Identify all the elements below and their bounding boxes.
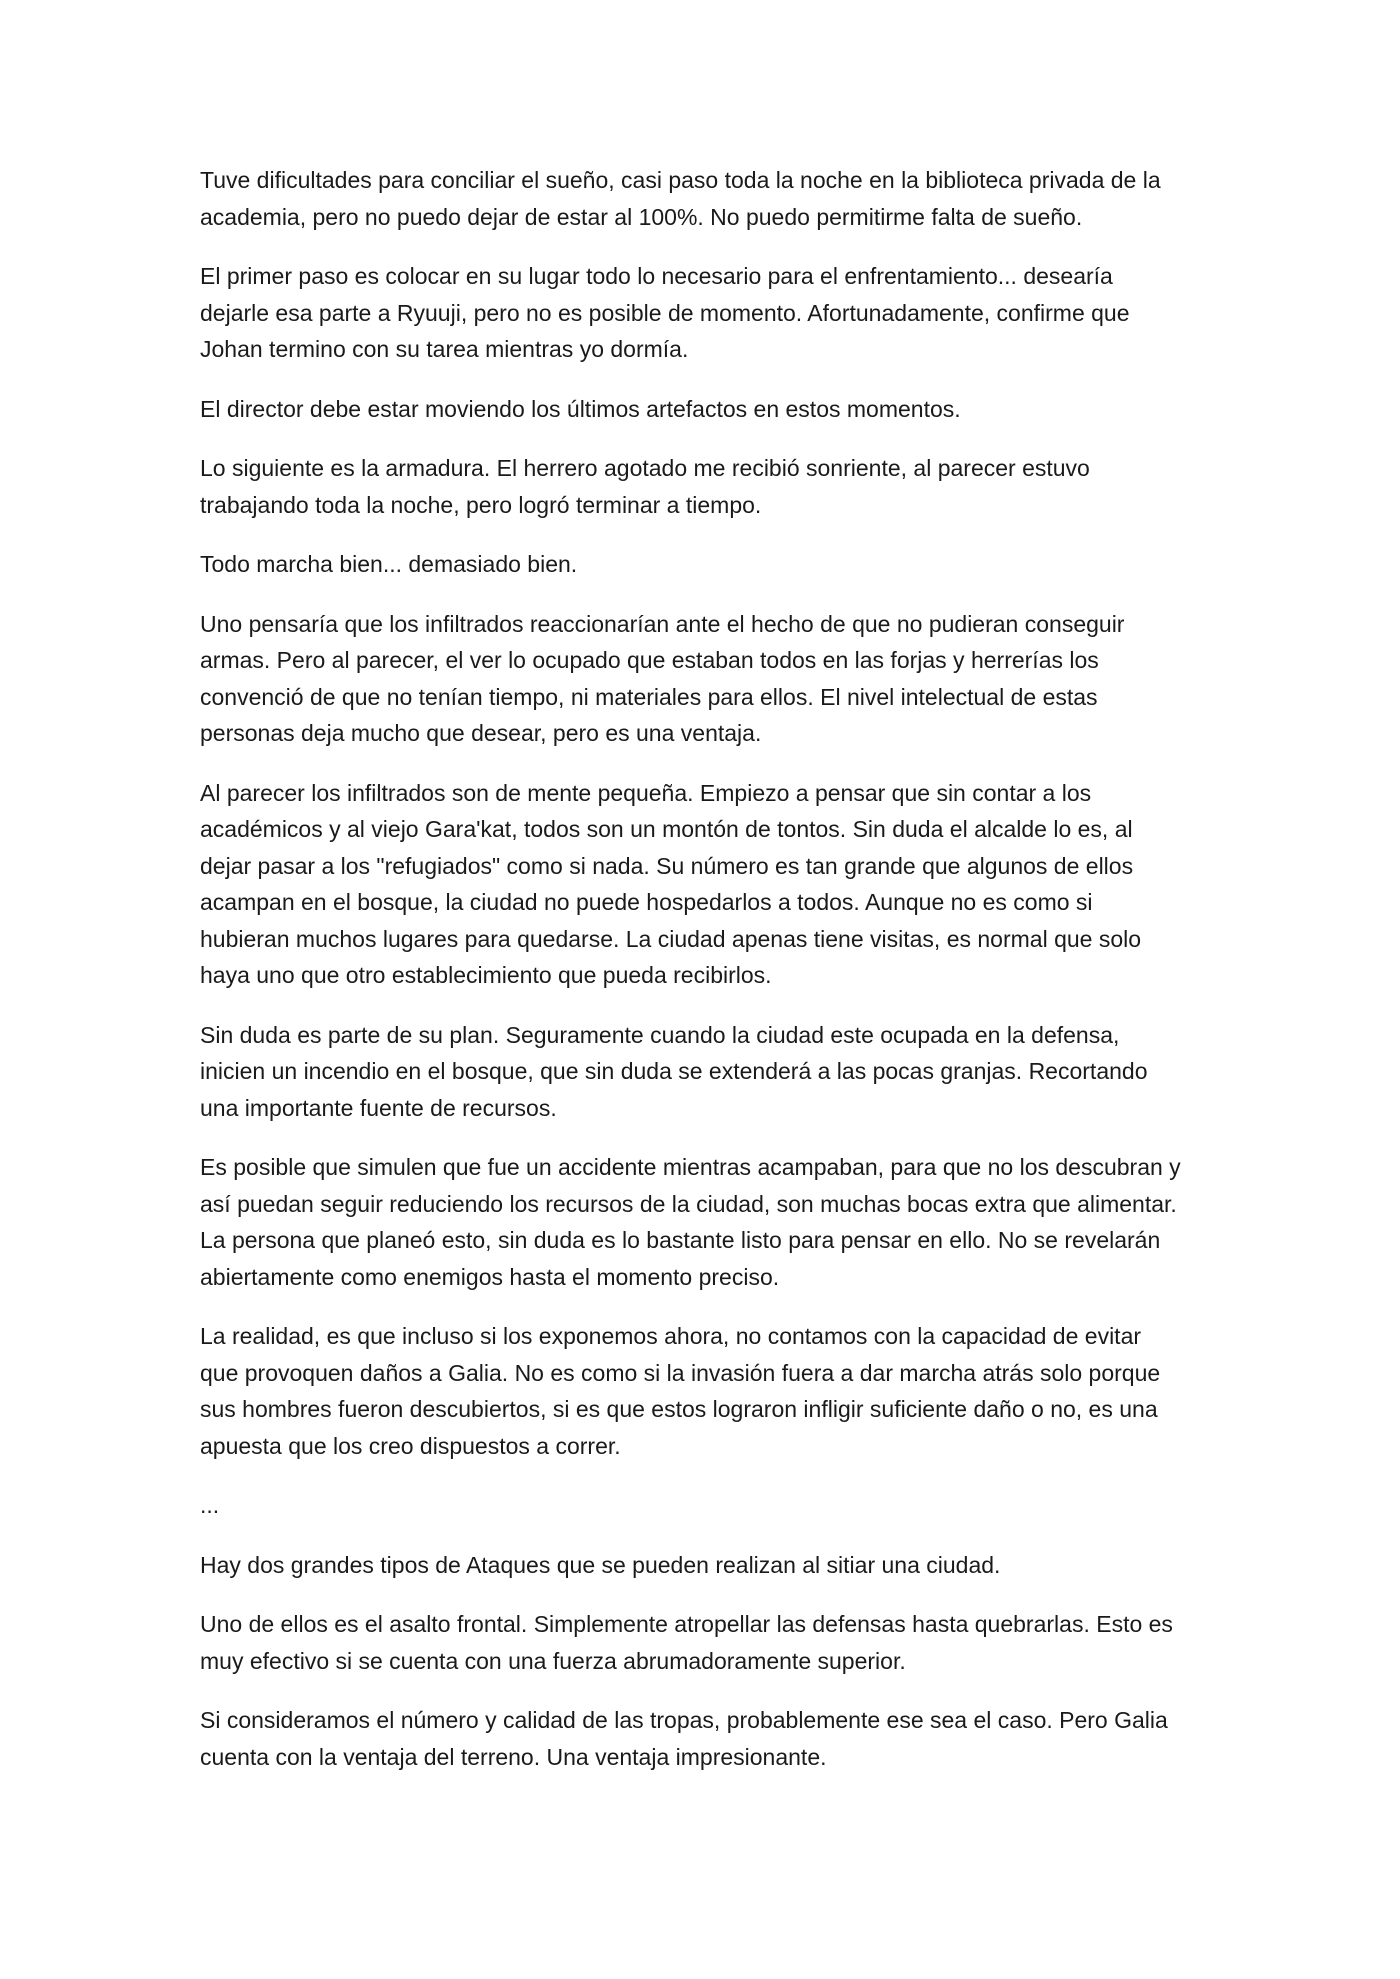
paragraph: La realidad, es que incluso si los exponemos ahora, no contamos con la capacidad de evitar que provoquen daños a Galia. No es como si la invasión fuera a dar marcha atrás solo porque sus hombres fueron descubiertos, si es que estos lograron infligir suficiente daño o no, es una apuesta que los creo dispuestos a correr. <box>200 1323 1161 1459</box>
document-page <box>200 162 1220 1798</box>
paragraph: Uno de ellos es el asalto frontal. Simplemente atropellar las defensas hasta quebrarlas. Esto es muy efectivo si se cuenta con una fuerza abrumadoramente superior. <box>200 1611 1173 1674</box>
paragraph: Hay dos grandes tipos de Ataques que se pueden realizan al sitiar una ciudad. <box>200 1551 1001 1578</box>
paragraph: Es posible que simulen que fue un accidente mientras acampaban, para que no los descubran y así puedan seguir reduciendo los recursos de la ciudad, son muchas bocas extra que alimentar. La persona que planeó esto, sin duda es lo bastante listo para pensar en ello. No se revelarán abiertamente como enemigos hasta el momento preciso. <box>200 1154 1181 1290</box>
paragraph: Todo marcha bien... demasiado bien. <box>200 551 578 577</box>
paragraph: Tuve dificultades para conciliar el sueño, casi paso toda la noche en la biblioteca privada de la academia, pero no puedo dejar de estar al 100%. No puedo permitirme falta de sueño. <box>200 167 1161 230</box>
paragraph: Uno pensaría que los infiltrados reaccionarían ante el hecho de que no pudieran conseguir armas. Pero al parecer, el ver lo ocupado que estaban todos en las forjas y herrerías los convenció de que no tenían tiempo, ni materiales para ellos. El nivel intelectual de estas personas deja mucho que desear, pero es una ventaja. <box>200 610 1125 746</box>
paragraph: Si consideramos el número y calidad de las tropas, probablemente ese sea el caso. Pero Galia cuenta con la ventaja del terreno. Una ventaja impresionante. <box>200 1707 1168 1770</box>
scene-break: ... <box>200 1492 220 1518</box>
paragraph: Lo siguiente es la armadura. El herrero agotado me recibió sonriente, al parecer estuvo trabajando toda la noche, pero logró terminar a tiempo. <box>200 455 1090 518</box>
paragraph: El primer paso es colocar en su lugar todo lo necesario para el enfrentamiento... desearía dejarle esa parte a Ryuuji, pero no es posible de momento. Afortunadamente, confirme que Johan termino con su tarea mientras yo dormía. <box>200 263 1130 362</box>
paragraph: Al parecer los infiltrados son de mente pequeña. Empiezo a pensar que sin contar a los académicos y al viejo Gara'kat, todos son un montón de tontos. Sin duda el alcalde lo es, al dejar pasar a los "refugiados" como si nada. Su número es tan grande que algunos de ellos acampan en el bosque, la ciudad no puede hospedarlos a todos. Aunque no es como si hubieran muchos lugares para quedarse. La ciudad apenas tiene visitas, es normal que solo haya uno que otro establecimiento que pueda recibirlos. <box>200 779 1142 988</box>
paragraph: Sin duda es parte de su plan. Seguramente cuando la ciudad este ocupada en la defensa, inicien un incendio en el bosque, que sin duda se extenderá a las pocas granjas. Recortando una importante fuente de recursos. <box>200 1021 1148 1121</box>
paragraph: El director debe estar moviendo los últimos artefactos en estos momentos. <box>200 395 961 422</box>
